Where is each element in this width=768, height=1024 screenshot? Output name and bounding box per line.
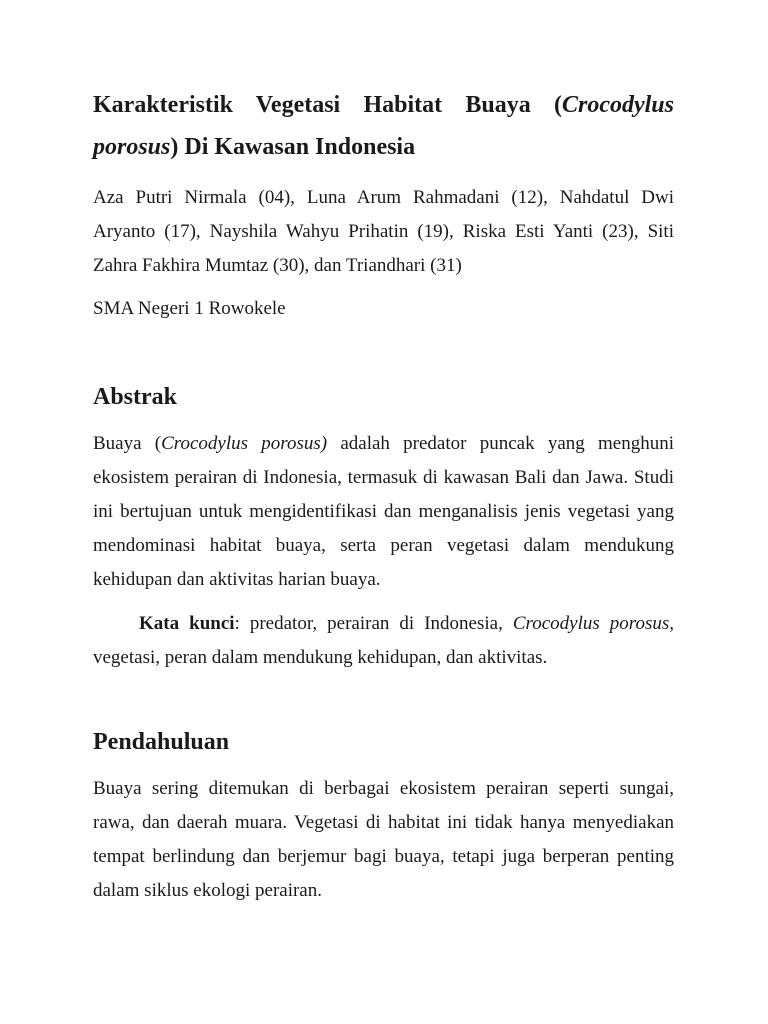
- paper-title: [93, 84, 674, 168]
- abstract-species-name: Crocodylus porosus): [161, 433, 328, 454]
- keywords-label: Kata kunci: [139, 613, 235, 634]
- author-list: Aza Putri Nirmala (04), Luna Arum Rahmadani (12), Nahdatul Dwi Aryanto (17), Nayshila Wahyu Prihatin (19), Riska Esti Yanti (23), Siti Zahra Fakhira Mumtaz (30), dan Triandhari (31): [93, 187, 674, 276]
- document-page: [93, 84, 674, 908]
- abstract-paragraph: [93, 427, 674, 597]
- keywords-text-rest: vegetasi, peran dalam mendukung kehidupan, dan aktivitas.: [93, 647, 548, 668]
- title-text-end: ) Di Kawasan Indonesia: [170, 134, 416, 160]
- introduction-paragraph: Buaya sering ditemukan di berbagai ekosistem perairan seperti sungai, rawa, dan daerah muara. Vegetasi di habitat ini tidak hanya menyediakan tempat berlindung dan berjemur bagi buaya, tetapi juga berperan penting dalam siklus ekologi perairan.: [93, 778, 674, 901]
- affiliation: SMA Negeri 1 Rowokele: [93, 298, 286, 319]
- introduction-heading: Pendahuluan: [93, 729, 230, 755]
- keywords-paragraph: [93, 607, 674, 675]
- abstract-heading: Abstrak: [93, 384, 178, 410]
- abstract-text-start: Buaya (: [93, 433, 162, 454]
- title-species-name: Crocodylus porosus: [93, 92, 674, 160]
- keywords-text-start: : predator, perairan di Indonesia,: [234, 613, 513, 634]
- keywords-species-name: Crocodylus porosus,: [512, 613, 674, 634]
- abstract-text-rest: adalah predator puncak yang menghuni ekosistem perairan di Indonesia, termasuk di kawasan Bali dan Jawa. Studi ini bertujuan untuk mengidentifikasi dan menganalisis jenis vegetasi yang mendominasi habitat buaya, serta peran vegetasi dalam mendukung kehidupan dan aktivitas harian buaya.: [93, 433, 674, 590]
- title-text-start: Karakteristik Vegetasi Habitat Buaya (: [93, 92, 562, 118]
